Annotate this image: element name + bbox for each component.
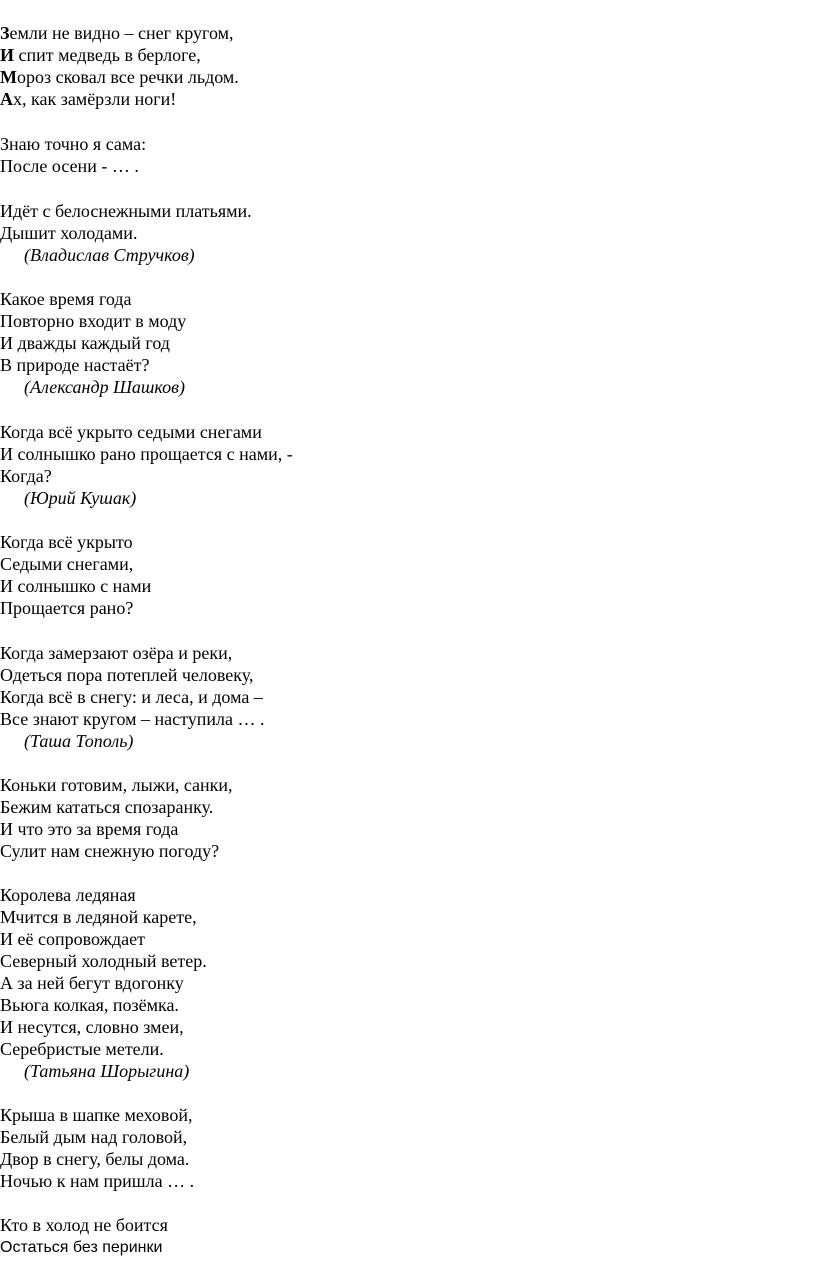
initial-letter: А — [0, 89, 13, 109]
poem-author: (Татьяна Шорыгина) — [24, 1061, 190, 1081]
poem-line: Остаться без перинки — [0, 1239, 163, 1256]
poem-author: (Александр Шашков) — [24, 377, 185, 397]
poem-line: А за ней бегут вдогонку — [0, 973, 184, 993]
poem-line: Прощается рано? — [0, 598, 134, 618]
poem-line — [0, 44, 201, 66]
poem-author: (Таша Тополь) — [24, 731, 134, 751]
poem-line: Двор в снегу, белы дома. — [0, 1149, 190, 1169]
poem-line: И солнышко с нами — [0, 576, 152, 596]
poem-author: (Юрий Кушак) — [24, 488, 137, 508]
poem-line: Когда? — [0, 466, 52, 486]
poem-line: Бежим кататься спозаранку. — [0, 797, 214, 817]
poem-line: Идёт с белоснежными платьями. — [0, 201, 252, 221]
poem-line: В природе настаёт? — [0, 355, 150, 375]
poem-line: Когда всё в снегу: и леса, и дома – — [0, 687, 263, 707]
poem-line: И несутся, словно змеи, — [0, 1017, 184, 1037]
poem-line: Знаю точно я сама: — [0, 134, 147, 154]
poem-line: Седыми снегами, — [0, 554, 134, 574]
poem-line — [0, 66, 239, 88]
poem-line: Ночью к нам пришла … . — [0, 1171, 195, 1191]
poem-line: Кто в холод не боится — [0, 1215, 168, 1235]
poem-line: Белый дым над головой, — [0, 1127, 188, 1147]
poem-line — [0, 88, 176, 110]
poem-line: Серебристые метели. — [0, 1039, 164, 1059]
initial-letter: З — [0, 23, 10, 43]
initial-letter: М — [0, 67, 17, 87]
poem-line: Коньки готовим, лыжи, санки, — [0, 775, 233, 795]
poem-line: Когда всё укрыто седыми снегами — [0, 422, 262, 442]
poem-line: Какое время года — [0, 289, 132, 309]
poem-line: И что это за время года — [0, 819, 179, 839]
poem-line: Одеться пора потеплей человеку, — [0, 665, 254, 685]
poem-line: Дышит холодами. — [0, 223, 138, 243]
poem-line: После осени - … . — [0, 156, 139, 176]
poem-author: (Владислав Стручков) — [24, 245, 195, 265]
poem-line: И дважды каждый год — [0, 333, 170, 353]
poem-line: И её сопровождает — [0, 929, 145, 949]
poem-line: И солнышко рано прощается с нами, - — [0, 444, 293, 464]
poem-line: Все знают кругом – наступила … . — [0, 709, 265, 729]
poem-line: Повторно входит в моду — [0, 311, 187, 331]
poem-line: Королева ледяная — [0, 885, 136, 905]
line-text: спит медведь в берлоге, — [14, 45, 201, 65]
line-text: х, как замёрзли ноги! — [13, 89, 177, 109]
line-text: емли не видно – снег кругом, — [9, 23, 234, 43]
poem-line — [0, 22, 234, 44]
poem-line: Северный холодный ветер. — [0, 951, 207, 971]
poem-line: Мчится в ледяной карете, — [0, 907, 197, 927]
poem-line: Когда замерзают озёра и реки, — [0, 643, 233, 663]
initial-letter: И — [0, 45, 15, 65]
poem-line: Вьюга колкая, позёмка. — [0, 995, 179, 1015]
poem-line: Крыша в шапке меховой, — [0, 1105, 193, 1125]
poem-line: Когда всё укрыто — [0, 532, 133, 552]
poem-line: Сулит нам снежную погоду? — [0, 841, 220, 861]
line-text: ороз сковал все речки льдом. — [17, 67, 239, 87]
